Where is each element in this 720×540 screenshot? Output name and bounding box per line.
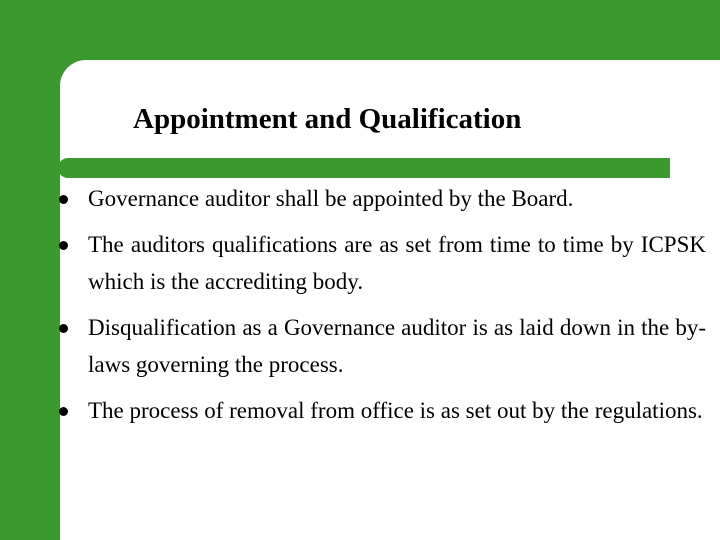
bullet-text: The auditors qualifications are as set from time to time by ICPSK which is the accrediting body. <box>88 232 706 294</box>
bullet-item-removal <box>58 392 706 429</box>
bullet-dot-icon <box>59 241 68 250</box>
bullet-item-appointment <box>58 180 706 217</box>
bullet-text: Disqualification as a Governance auditor is as laid down in the by-laws governing the process. <box>88 315 706 377</box>
bullet-dot-icon <box>59 195 68 204</box>
bullet-dot-icon <box>59 324 68 333</box>
bullet-item-qualifications <box>58 226 706 300</box>
bullet-item-disqualification <box>58 309 706 383</box>
bullet-dot-icon <box>59 407 68 416</box>
bullet-list <box>58 178 706 438</box>
bullet-text: The process of removal from office is as set out by the regulations. <box>88 398 703 423</box>
slide-title: Appointment and Qualification <box>133 103 522 135</box>
title-divider-bar <box>58 158 670 178</box>
bullet-text: Governance auditor shall be appointed by the Board. <box>88 186 574 211</box>
